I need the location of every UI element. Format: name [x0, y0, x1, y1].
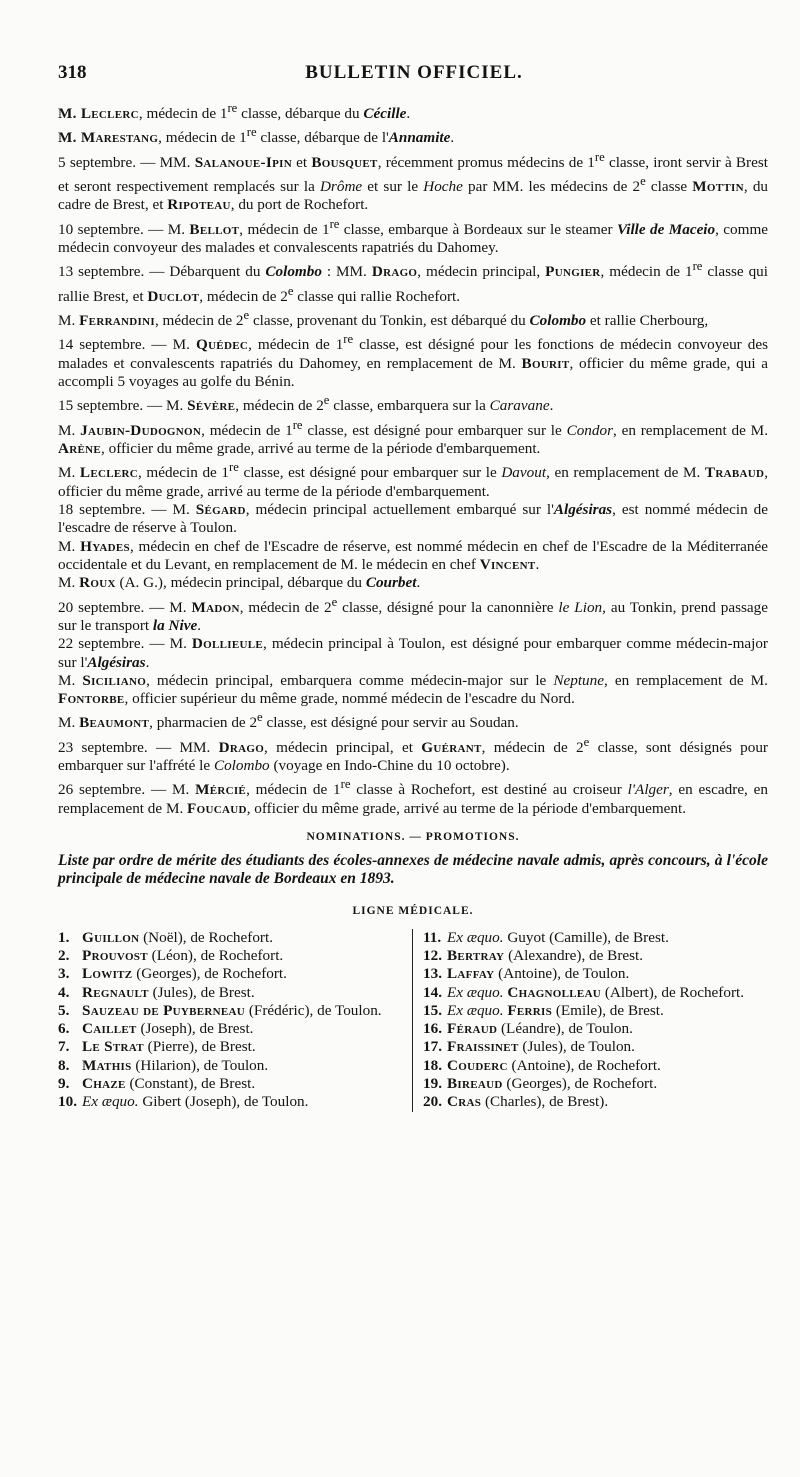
ranking-entry — [58, 929, 404, 947]
rank-number: 13. — [423, 965, 442, 983]
student-name: Ex æquo. Chagnolleau (Albert), de Rochefort. — [447, 983, 745, 1001]
rank-number: 11. — [423, 928, 442, 946]
announcement-paragraph: M. Ferrandini, médecin de 2e classe, provenant du Tonkin, est débarqué du Colombo et rallie Cherbourg, — [58, 308, 709, 330]
student-name: Ex æquo. Ferris (Emile), de Brest. — [447, 1001, 664, 1019]
ranking-entry — [58, 1093, 404, 1111]
announcement-paragraph: 20 septembre. — M. Madon, médecin de 2e classe, désigné pour la canonnière le Lion, au Tonkin, prend passage sur le transport la Nive. — [58, 594, 768, 634]
student-name: Cras (Charles), de Brest). — [447, 1093, 609, 1111]
rank-number: 15. — [423, 1001, 442, 1019]
ranking-entry — [423, 965, 768, 983]
announcement-paragraph: 26 septembre. — M. Mércié, médecin de 1re classe à Rochefort, est destiné au croiseur l'Alger, en escadre, en remplacement de M. Foucaud, officier du même grade, arrivé au terme de la période d'embarquement. — [58, 777, 768, 817]
list-title: Liste par ordre de mérite des étudiants des écoles-annexes de médecine navale admis, après concours, à l'école principale de médecine navale de Bordeaux en 1893. — [58, 852, 768, 888]
student-name: Bertray (Alexandre), de Brest. — [447, 946, 644, 964]
student-name: Ex æquo. Gibert (Joseph), de Toulon. — [82, 1093, 309, 1111]
ranking-entry — [423, 929, 768, 947]
ranking-entry — [423, 1020, 768, 1038]
announcement-paragraph: 13 septembre. — Débarquent du Colombo : MM. Drago, médecin principal, Pungier, médecin de 1re classe qui rallie Brest, et Duclot, médecin de 2e classe qui rallie Rochefort. — [58, 259, 768, 305]
ranking-entry — [58, 984, 404, 1002]
rank-number: 5. — [58, 1001, 70, 1019]
announcement-paragraph: M. Marestang, médecin de 1re classe, débarque de l'Annamite. — [58, 125, 455, 147]
student-name: Fraissinet (Jules), de Toulon. — [447, 1038, 635, 1056]
student-name: Guillon (Noël), de Rochefort. — [82, 928, 273, 946]
announcement-paragraph: M. Siciliano, médecin principal, embarquera comme médecin-major sur le Neptune, en remplacement de M. Fontorbe, officier supérieur du même grade, nommé médecin de l'escadre du Nord. — [58, 671, 768, 708]
announcements — [58, 99, 768, 818]
page-number: 318 — [58, 62, 87, 83]
rank-number: 16. — [423, 1020, 442, 1038]
student-name: Le Strat (Pierre), de Brest. — [82, 1038, 256, 1056]
page-header — [58, 62, 770, 92]
rank-number: 17. — [423, 1038, 442, 1056]
announcement-paragraph: M. Hyades, médecin en chef de l'Escadre de réserve, est nommé médecin en chef de l'Escadre de la Méditerranée occidentale et du Levant, en remplacement de M. le médecin en chef Vincent. — [58, 537, 768, 573]
rank-number: 2. — [58, 946, 70, 964]
announcement-paragraph: 10 septembre. — M. Bellot, médecin de 1re classe, embarque à Bordeaux sur le steamer Ville de Maceio, comme médecin convoyeur des malades et convalescents rapatriés du Dahomey. — [58, 216, 769, 257]
ranking-entry — [423, 1075, 768, 1093]
rank-number: 1. — [58, 928, 70, 946]
ranking-entry — [423, 947, 768, 965]
student-name: Regnault (Jules), de Brest. — [82, 983, 255, 1001]
rank-number: 7. — [58, 1038, 70, 1056]
rank-number: 3. — [58, 965, 70, 983]
rank-number: 12. — [423, 946, 442, 964]
student-name: Laffay (Antoine), de Toulon. — [447, 965, 630, 983]
rank-number: 14. — [423, 983, 442, 1001]
student-name: Lowitz (Georges), de Rochefort. — [82, 965, 287, 983]
rank-number: 9. — [58, 1075, 70, 1093]
sub-heading: LIGNE MÉDICALE. — [352, 905, 474, 918]
rank-number: 4. — [58, 983, 70, 1001]
student-name: Couderc (Antoine), de Rochefort. — [447, 1056, 661, 1074]
ranking-entry — [423, 1002, 768, 1020]
student-name: Prouvost (Léon), de Rochefort. — [82, 946, 284, 964]
announcement-paragraph: M. Leclerc, médecin de 1re classe, est désigné pour embarquer sur le Davout, en remplacement de M. Trabaud, officier du même grade, arrivé au terme de la période d'embarquement. — [58, 460, 768, 500]
ranking-entry — [58, 1020, 404, 1038]
ranking-entry — [58, 1075, 404, 1093]
ranking-entry — [423, 1093, 768, 1111]
announcement-paragraph: 15 septembre. — M. Sévère, médecin de 2e classe, embarquera sur la Caravane. — [58, 393, 554, 415]
announcement-paragraph: 5 septembre. — MM. Salanoue-Ipin et Bousquet, récemment promus médecins de 1re classe, iront servir à Brest et seront respectivement remplacés sur la Drôme et sur le Hoche par MM. les médecins de 2e classe Mottin, du cadre de Brest, et Ripoteau, du port de Rochefort. — [58, 149, 769, 214]
ranking-entry — [58, 965, 404, 983]
rank-number: 6. — [58, 1020, 70, 1038]
announcement-paragraph: M. Leclerc, médecin de 1re classe, débarque du Cécille. — [58, 101, 411, 123]
rank-number: 20. — [423, 1093, 442, 1111]
student-name: Mathis (Hilarion), de Toulon. — [82, 1056, 269, 1074]
ranking-entry — [58, 1002, 404, 1020]
running-title: BULLETIN OFFICIEL. — [305, 62, 523, 83]
ranking-entry — [58, 1057, 404, 1075]
ranking-list — [58, 929, 768, 1112]
announcement-paragraph: 18 septembre. — M. Ségard, médecin principal actuellement embarqué sur l'Algésiras, est nommé médecin de l'escadre de réserve à Toulon. — [58, 501, 768, 537]
announcement-paragraph: 14 septembre. — M. Quédec, médecin de 1re classe, est désigné pour les fonctions de médecin convoyeur des malades et convalescents rapatriés du Dahomey, en remplacement de M. Bourit, officier du même grade, qui a accompli 5 voyages au golfe du Bénin. — [58, 332, 768, 391]
announcement-paragraph: 23 septembre. — MM. Drago, médecin principal, et Guérant, médecin de 2e classe, sont désignés pour embarquer sur l'affrété le Colombo (voyage en Indo-Chine du 10 octobre). — [58, 734, 768, 775]
rank-number: 8. — [58, 1056, 70, 1074]
section-heading: NOMINATIONS. — PROMOTIONS. — [306, 831, 520, 844]
ranking-entry — [58, 947, 404, 965]
student-name: Caillet (Joseph), de Brest. — [82, 1020, 254, 1038]
ranking-entry — [423, 1038, 768, 1056]
ranking-entry — [423, 984, 768, 1002]
body-text — [58, 99, 768, 1112]
announcement-paragraph: M. Jaubin-Dudognon, médecin de 1re classe, est désigné pour embarquer sur le Condor, en remplacement de M. Arène, officier du même grade, arrivé au terme de la période d'embarquement. — [58, 417, 768, 458]
announcement-paragraph: M. Beaumont, pharmacien de 2e classe, est désigné pour servir au Soudan. — [58, 710, 519, 732]
student-name: Ex æquo. Guyot (Camille), de Brest. — [447, 928, 669, 946]
rank-number: 19. — [423, 1075, 442, 1093]
rank-number: 10. — [58, 1093, 77, 1111]
student-name: Sauzeau de Puyberneau (Frédéric), de Toulon. — [82, 1001, 382, 1019]
rank-number: 18. — [423, 1056, 442, 1074]
ranking-column-right — [413, 929, 768, 1112]
announcement-paragraph: 22 septembre. — M. Dollieule, médecin principal à Toulon, est désigné pour embarquer comme médecin-major sur l'Algésiras. — [58, 635, 768, 671]
ranking-entry — [58, 1038, 404, 1056]
ranking-entry — [423, 1057, 768, 1075]
student-name: Chaze (Constant), de Brest. — [82, 1075, 256, 1093]
student-name: Bireaud (Georges), de Rochefort. — [447, 1075, 658, 1093]
announcement-paragraph: M. Roux (A. G.), médecin principal, débarque du Courbet. — [58, 574, 421, 592]
student-name: Féraud (Léandre), de Toulon. — [447, 1020, 633, 1038]
ranking-column-left — [58, 929, 413, 1112]
